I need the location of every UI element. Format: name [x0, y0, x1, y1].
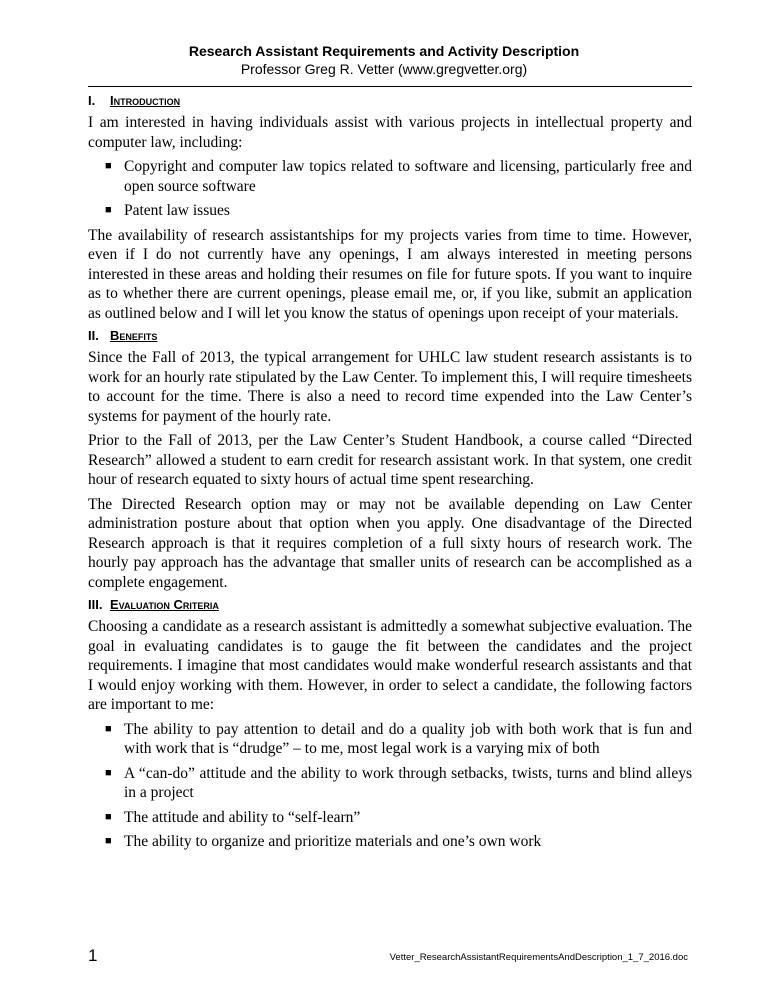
bullet-icon: ■	[105, 160, 112, 172]
list-item-text: The attitude and ability to “self-learn”	[124, 808, 361, 826]
section-number: II.	[88, 328, 99, 343]
footer-filename: Vetter_ResearchAssistantRequirementsAndDescription_1_7_2016.doc	[389, 952, 688, 963]
list-item	[88, 157, 692, 196]
section-heading-evaluation-criteria	[88, 597, 692, 613]
bullet-icon: ■	[105, 722, 112, 735]
page-number: 1	[88, 946, 98, 965]
document-title: Research Assistant Requirements and Activity Description	[188, 43, 580, 59]
bullet-icon: ■	[105, 835, 112, 847]
paragraph: I am interested in having individuals assist with various projects in intellectual property and computer law, including:	[88, 114, 692, 151]
bullet-list	[88, 157, 692, 221]
section-title: Benefits	[110, 328, 158, 343]
list-item	[88, 201, 692, 221]
bullet-icon: ■	[105, 766, 112, 779]
section-heading-introduction	[88, 93, 692, 109]
header-rule	[88, 86, 692, 87]
list-item	[88, 764, 692, 803]
paragraph: Choosing a candidate as a research assistant is admittedly a somewhat subjective evaluation. The goal in evaluating candidates is to gauge the fit between the candidates and the project requirements. I imagine that most candidates would make wonderful research assistants and that I would enjoy working with them. However, in order to select a candidate, the following factors are important to me:	[88, 618, 692, 713]
list-item	[88, 720, 692, 759]
paragraph: The availability of research assistantships for my projects varies from time to time. However, even if I do not currently have any openings, I am always interested in meeting persons interested in these areas and holding their resumes on file for future spots. If you want to inquire as to whether there are current openings, please email me, or, if you like, submit an application as outlined below and I will let you know the status of openings upon receipt of your materials.	[88, 226, 692, 322]
section-number: I.	[88, 93, 96, 108]
list-item	[88, 832, 692, 852]
bullet-list	[88, 720, 692, 852]
bullet-icon: ■	[105, 204, 112, 216]
list-item-text: The ability to organize and prioritize materials and one’s own work	[124, 833, 542, 850]
list-item-text: The ability to pay attention to detail and do a quality job with both work that is fun and with work that is “drudge” – to me, most legal work is a varying mix of both	[124, 720, 692, 757]
list-item	[88, 808, 692, 828]
list-item-text: Copyright and computer law topics related to software and licensing, particularly free and open source software	[124, 158, 692, 195]
list-item-text: Patent law issues	[124, 202, 230, 219]
page-header	[88, 42, 680, 78]
paragraph: Prior to the Fall of 2013, per the Law Center’s Student Handbook, a course called “Directed Research” allowed a student to earn credit for research assistant work. In that system, one credit hour of research equated to sixty hours of actual time spent researching.	[88, 432, 692, 488]
document-subtitle: Professor Greg R. Vetter (www.gregvetter.org)	[240, 61, 528, 77]
document-body	[88, 93, 692, 857]
section-title: Introduction	[110, 93, 181, 108]
section-heading-benefits	[88, 328, 692, 344]
paragraph: Since the Fall of 2013, the typical arrangement for UHLC law student research assistants is to work for an hourly rate stipulated by the Law Center. To implement this, I will require timesheets to account for the time. There is also a need to record time expended into the Law Center’s systems for payment of the hourly rate.	[88, 349, 692, 425]
section-number: III.	[88, 597, 103, 612]
paragraph: The Directed Research option may or may not be available depending on Law Center administration posture about that option when you apply. One disadvantage of the Directed Research approach is that it requires completion of a full sixty hours of research work. The hourly pay approach has the advantage that smaller units of research can be accomplished as a complete engagement.	[88, 495, 692, 591]
list-item-text: A “can-do” attitude and the ability to work through setbacks, twists, turns and blind alleys in a project	[124, 764, 692, 801]
section-title: Evaluation Criteria	[110, 597, 219, 612]
bullet-icon: ■	[105, 810, 112, 823]
